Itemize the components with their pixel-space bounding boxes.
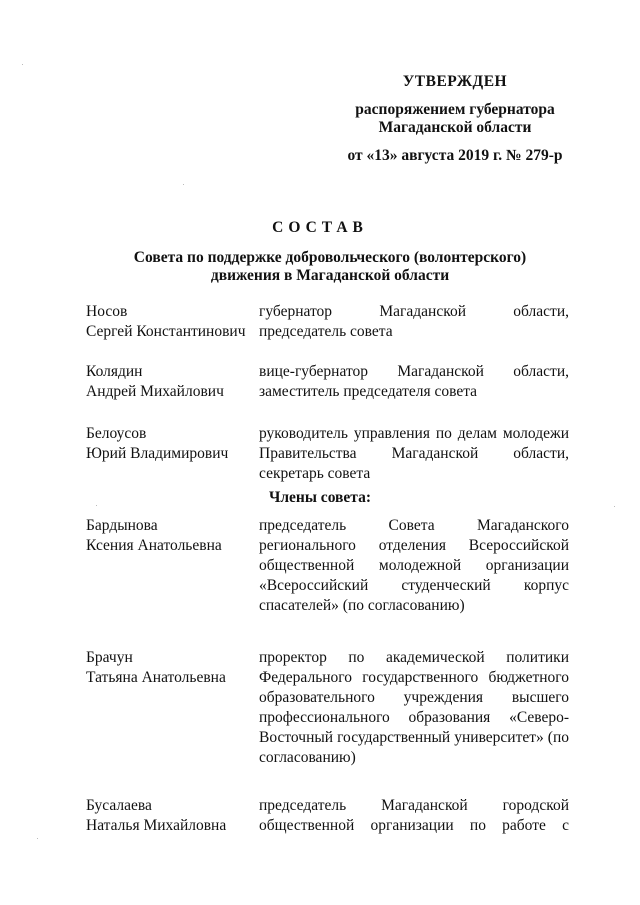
role-line: общественной молодежной организации bbox=[259, 557, 569, 574]
role-line: спасателей» (по согласованию) bbox=[259, 597, 465, 614]
person-surname: Белоусов bbox=[86, 425, 147, 442]
approval-date-number: от «13» августа 2019 г. № 279-р bbox=[347, 147, 563, 164]
role-line: председатель Магаданской городской bbox=[259, 797, 569, 814]
person-given-names: Андрей Михайлович bbox=[86, 383, 224, 400]
person-given-names: Юрий Владимирович bbox=[86, 445, 229, 462]
person-name bbox=[86, 302, 256, 342]
person-role bbox=[259, 516, 569, 616]
role-line: Федерального государственного бюджетного bbox=[259, 669, 569, 686]
role-line: руководитель управления по делам молодежи bbox=[259, 425, 569, 442]
person-name bbox=[86, 648, 256, 688]
scan-speck bbox=[37, 838, 38, 839]
role-line: регионального отделения Всероссийской bbox=[259, 537, 569, 554]
role-line: профессионального образования «Северо- bbox=[259, 709, 569, 726]
role-line: председатель Совета Магаданского bbox=[259, 517, 569, 534]
role-line: председатель совета bbox=[259, 323, 393, 340]
person-given-names: Наталья Михайловна bbox=[86, 817, 227, 834]
role-line: проректор по академической политики bbox=[259, 649, 569, 666]
scan-speck bbox=[22, 64, 23, 65]
person-given-names: Сергей Константинович bbox=[86, 323, 246, 340]
document-title: СОСТАВ bbox=[272, 219, 368, 236]
person-name bbox=[86, 516, 256, 556]
role-line: секретарь совета bbox=[259, 465, 371, 482]
person-role bbox=[259, 302, 569, 342]
person-role bbox=[259, 796, 569, 836]
scan-speck bbox=[183, 184, 184, 185]
role-line: «Всероссийский студенческий корпус bbox=[259, 577, 569, 594]
person-surname: Бардынова bbox=[86, 517, 158, 534]
role-line: Правительства Магаданской области, bbox=[259, 445, 569, 462]
members-heading: Члены совета: bbox=[268, 489, 372, 506]
role-line: Восточный государственный университет» (по bbox=[259, 729, 569, 746]
person-role bbox=[259, 362, 569, 402]
role-line: заместитель председателя совета bbox=[259, 383, 478, 400]
document-subtitle-line-2: движения в Магаданской области bbox=[210, 267, 450, 284]
approval-line-2: Магаданской области bbox=[378, 119, 532, 136]
approval-line-1: распоряжением губернатора bbox=[355, 101, 555, 118]
role-line: согласованию) bbox=[259, 749, 356, 766]
person-given-names: Татьяна Анатольевна bbox=[86, 669, 226, 686]
person-surname: Брачун bbox=[86, 649, 133, 666]
role-line: вице-губернатор Магаданской области, bbox=[259, 363, 569, 380]
person-name bbox=[86, 362, 256, 402]
person-surname: Носов bbox=[86, 303, 128, 320]
person-name bbox=[86, 796, 256, 836]
person-role bbox=[259, 648, 569, 768]
role-line: губернатор Магаданской области, bbox=[259, 303, 569, 320]
approval-title: УТВЕРЖДЕН bbox=[402, 73, 508, 90]
person-given-names: Ксения Анатольевна bbox=[86, 537, 222, 554]
scan-speck bbox=[614, 506, 615, 507]
scan-speck bbox=[96, 505, 97, 506]
person-surname: Бусалаева bbox=[86, 797, 152, 814]
role-line: образовательного учреждения высшего bbox=[259, 689, 569, 706]
document-subtitle-line-1: Совета по поддержке добровольческого (волонтерского) bbox=[133, 249, 527, 266]
person-name bbox=[86, 424, 256, 464]
person-role bbox=[259, 424, 569, 484]
role-line: общественной организации по работе с bbox=[259, 817, 569, 834]
person-surname: Колядин bbox=[86, 363, 143, 380]
